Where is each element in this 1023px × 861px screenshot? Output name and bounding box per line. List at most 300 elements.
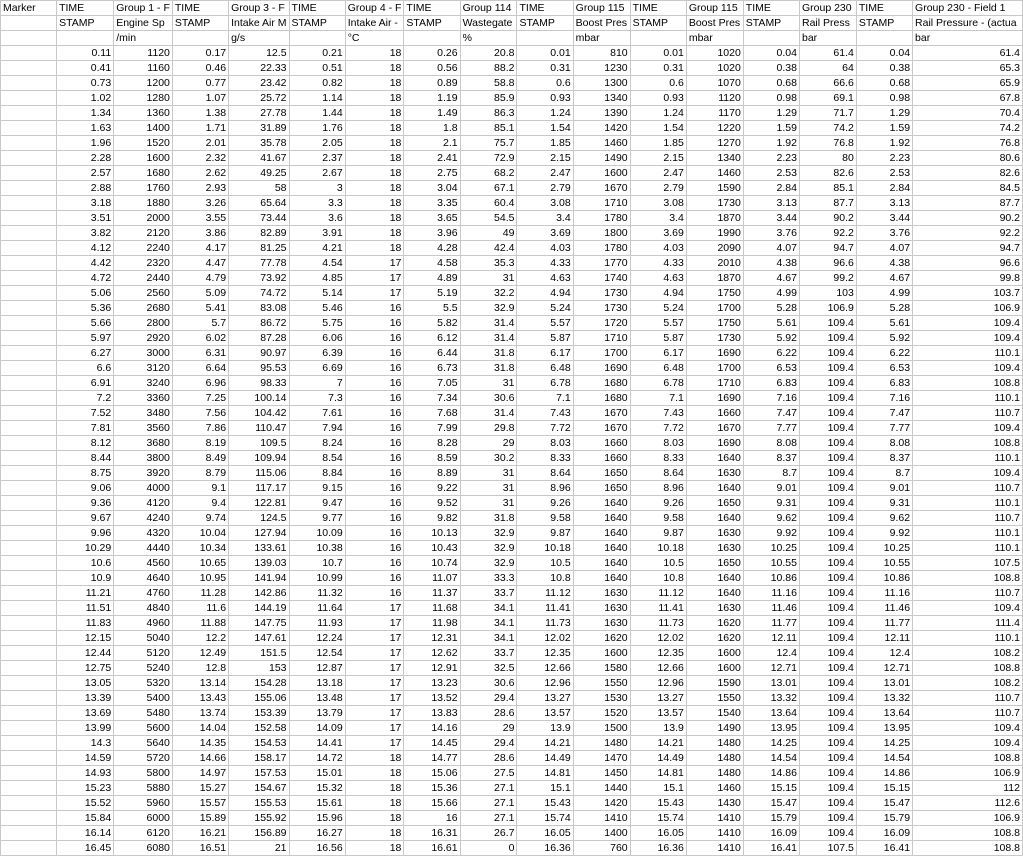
cell[interactable]: 0.31 <box>517 61 573 76</box>
cell[interactable]: 87.7 <box>799 196 856 211</box>
cell[interactable]: 32.2 <box>460 286 517 301</box>
cell[interactable]: 2.67 <box>289 166 345 181</box>
cell[interactable]: 12.35 <box>517 646 573 661</box>
cell[interactable]: 9.36 <box>57 496 114 511</box>
cell[interactable]: 4000 <box>114 481 173 496</box>
cell[interactable]: 11.88 <box>172 616 228 631</box>
cell[interactable]: 1730 <box>573 286 630 301</box>
cell[interactable]: 29 <box>460 721 517 736</box>
header-cell[interactable]: Group 1 - F <box>114 1 173 16</box>
cell[interactable]: 69.1 <box>799 91 856 106</box>
cell[interactable]: 3.6 <box>289 211 345 226</box>
cell[interactable]: 0.6 <box>517 76 573 91</box>
cell[interactable]: 16.05 <box>630 826 686 841</box>
cell[interactable]: 5.06 <box>57 286 114 301</box>
cell[interactable]: 109.4 <box>799 571 856 586</box>
header-cell[interactable]: Group 230 <box>799 1 856 16</box>
cell[interactable]: 20.8 <box>460 46 517 61</box>
cell[interactable]: 15.66 <box>404 796 460 811</box>
cell[interactable]: 108.8 <box>913 841 1023 856</box>
cell[interactable]: 124.5 <box>229 511 289 526</box>
cell[interactable]: 14.16 <box>404 721 460 736</box>
cell[interactable] <box>1 796 57 811</box>
cell[interactable]: 6.12 <box>404 331 460 346</box>
header-cell[interactable]: bar <box>913 31 1023 46</box>
cell[interactable]: 7.47 <box>743 406 799 421</box>
cell[interactable]: 29.4 <box>460 691 517 706</box>
cell[interactable]: 11.98 <box>404 616 460 631</box>
cell[interactable] <box>1 136 57 151</box>
cell[interactable]: 2.93 <box>172 181 228 196</box>
cell[interactable]: 14.86 <box>743 766 799 781</box>
cell[interactable]: 15.06 <box>404 766 460 781</box>
cell[interactable]: 13.01 <box>856 676 912 691</box>
cell[interactable]: 98.33 <box>229 376 289 391</box>
cell[interactable] <box>1 151 57 166</box>
cell[interactable]: 12.87 <box>289 661 345 676</box>
cell[interactable]: 10.25 <box>743 541 799 556</box>
cell[interactable]: 1640 <box>573 526 630 541</box>
cell[interactable]: 17 <box>345 616 404 631</box>
header-cell[interactable]: Group 4 - F <box>345 1 404 16</box>
cell[interactable]: 1730 <box>686 196 743 211</box>
cell[interactable]: 4.94 <box>630 286 686 301</box>
cell[interactable]: 6.53 <box>743 361 799 376</box>
cell[interactable]: 80.6 <box>913 151 1023 166</box>
header-cell[interactable]: mbar <box>686 31 743 46</box>
cell[interactable]: 7.94 <box>289 421 345 436</box>
cell[interactable]: 10.8 <box>630 571 686 586</box>
cell[interactable]: 16.45 <box>57 841 114 856</box>
cell[interactable]: 14.77 <box>404 751 460 766</box>
cell[interactable]: 109.4 <box>799 631 856 646</box>
cell[interactable]: 16.51 <box>172 841 228 856</box>
cell[interactable]: 83.08 <box>229 301 289 316</box>
cell[interactable]: 133.61 <box>229 541 289 556</box>
cell[interactable]: 1690 <box>686 391 743 406</box>
cell[interactable] <box>1 811 57 826</box>
cell[interactable]: 6.78 <box>517 376 573 391</box>
cell[interactable]: 110.1 <box>913 526 1023 541</box>
cell[interactable]: 16.21 <box>172 826 228 841</box>
cell[interactable]: 109.4 <box>913 601 1023 616</box>
cell[interactable]: 1.76 <box>289 121 345 136</box>
cell[interactable]: 2.79 <box>630 181 686 196</box>
cell[interactable] <box>1 301 57 316</box>
cell[interactable]: 1730 <box>573 301 630 316</box>
cell[interactable]: 34.1 <box>460 601 517 616</box>
cell[interactable]: 153 <box>229 661 289 676</box>
cell[interactable]: 8.64 <box>630 466 686 481</box>
cell[interactable]: 31 <box>460 271 517 286</box>
cell[interactable]: 154.67 <box>229 781 289 796</box>
cell[interactable]: 13.95 <box>743 721 799 736</box>
cell[interactable]: 1220 <box>686 121 743 136</box>
cell[interactable]: 6.22 <box>743 346 799 361</box>
cell[interactable]: 1070 <box>686 76 743 91</box>
header-cell[interactable]: Group 115 <box>686 1 743 16</box>
cell[interactable]: 1800 <box>573 226 630 241</box>
cell[interactable] <box>1 526 57 541</box>
cell[interactable]: 1.29 <box>856 106 912 121</box>
cell[interactable]: 4.89 <box>404 271 460 286</box>
cell[interactable]: 96.6 <box>913 256 1023 271</box>
cell[interactable]: 5.14 <box>289 286 345 301</box>
cell[interactable]: 9.47 <box>289 496 345 511</box>
cell[interactable] <box>1 586 57 601</box>
header-cell[interactable]: STAMP <box>289 16 345 31</box>
cell[interactable]: 17 <box>345 256 404 271</box>
cell[interactable]: 5.92 <box>856 331 912 346</box>
cell[interactable]: 1710 <box>573 331 630 346</box>
cell[interactable]: 1460 <box>686 781 743 796</box>
cell[interactable]: 9.31 <box>743 496 799 511</box>
cell[interactable]: 18 <box>345 121 404 136</box>
cell[interactable]: 108.8 <box>913 661 1023 676</box>
cell[interactable]: 11.37 <box>404 586 460 601</box>
cell[interactable]: 6000 <box>114 811 173 826</box>
cell[interactable]: 13.14 <box>172 676 228 691</box>
cell[interactable]: 15.36 <box>404 781 460 796</box>
cell[interactable]: 2.1 <box>404 136 460 151</box>
cell[interactable]: 14.81 <box>517 766 573 781</box>
cell[interactable]: 3.44 <box>743 211 799 226</box>
cell[interactable]: 1640 <box>573 556 630 571</box>
cell[interactable]: 11.73 <box>517 616 573 631</box>
cell[interactable]: 10.38 <box>289 541 345 556</box>
cell[interactable]: 2320 <box>114 256 173 271</box>
cell[interactable] <box>1 256 57 271</box>
cell[interactable]: 58 <box>229 181 289 196</box>
cell[interactable]: 16.61 <box>404 841 460 856</box>
cell[interactable]: 1640 <box>573 511 630 526</box>
cell[interactable]: 18 <box>345 796 404 811</box>
cell[interactable]: 0.93 <box>630 91 686 106</box>
cell[interactable]: 3.69 <box>517 226 573 241</box>
cell[interactable]: 4560 <box>114 556 173 571</box>
cell[interactable]: 1650 <box>686 496 743 511</box>
cell[interactable]: 17 <box>345 631 404 646</box>
cell[interactable]: 7.47 <box>856 406 912 421</box>
cell[interactable]: 18 <box>345 91 404 106</box>
header-cell[interactable]: Intake Air M <box>229 16 289 31</box>
cell[interactable]: 7.56 <box>172 406 228 421</box>
cell[interactable]: 4.85 <box>289 271 345 286</box>
cell[interactable]: 11.16 <box>743 586 799 601</box>
cell[interactable]: 109.4 <box>799 736 856 751</box>
cell[interactable]: 16 <box>345 361 404 376</box>
cell[interactable]: 11.16 <box>856 586 912 601</box>
cell[interactable]: 7.43 <box>630 406 686 421</box>
cell[interactable]: 71.7 <box>799 106 856 121</box>
cell[interactable]: 8.49 <box>172 451 228 466</box>
cell[interactable]: 12.54 <box>289 646 345 661</box>
header-cell[interactable] <box>57 31 114 46</box>
cell[interactable]: 10.99 <box>289 571 345 586</box>
cell[interactable]: 5.87 <box>517 331 573 346</box>
cell[interactable]: 9.06 <box>57 481 114 496</box>
cell[interactable]: 1730 <box>686 331 743 346</box>
cell[interactable]: 30.2 <box>460 451 517 466</box>
cell[interactable]: 6.22 <box>856 346 912 361</box>
cell[interactable]: 1480 <box>686 751 743 766</box>
cell[interactable]: 31.4 <box>460 406 517 421</box>
cell[interactable]: 3.96 <box>404 226 460 241</box>
cell[interactable]: 109.4 <box>799 751 856 766</box>
cell[interactable]: 14.3 <box>57 736 114 751</box>
cell[interactable] <box>1 841 57 856</box>
cell[interactable]: 15.15 <box>856 781 912 796</box>
cell[interactable]: 3.08 <box>630 196 686 211</box>
cell[interactable]: 1600 <box>573 646 630 661</box>
cell[interactable]: 10.86 <box>743 571 799 586</box>
cell[interactable]: 13.9 <box>517 721 573 736</box>
cell[interactable]: 12.11 <box>856 631 912 646</box>
cell[interactable]: 1500 <box>573 721 630 736</box>
cell[interactable]: 5.24 <box>630 301 686 316</box>
header-cell[interactable]: °C <box>345 31 404 46</box>
cell[interactable]: 2010 <box>686 256 743 271</box>
cell[interactable]: 109.4 <box>799 691 856 706</box>
cell[interactable]: 1880 <box>114 196 173 211</box>
cell[interactable]: 4.99 <box>743 286 799 301</box>
cell[interactable]: 8.7 <box>743 466 799 481</box>
cell[interactable]: 109.4 <box>799 451 856 466</box>
cell[interactable]: 109.4 <box>799 316 856 331</box>
cell[interactable]: 8.96 <box>630 481 686 496</box>
cell[interactable]: 1.59 <box>743 121 799 136</box>
cell[interactable]: 9.77 <box>289 511 345 526</box>
cell[interactable]: 1690 <box>686 436 743 451</box>
cell[interactable]: 106.9 <box>913 766 1023 781</box>
cell[interactable]: 127.94 <box>229 526 289 541</box>
cell[interactable]: 1420 <box>573 121 630 136</box>
cell[interactable]: 12.2 <box>172 631 228 646</box>
cell[interactable]: 8.84 <box>289 466 345 481</box>
cell[interactable]: 3.26 <box>172 196 228 211</box>
cell[interactable]: 16 <box>345 511 404 526</box>
cell[interactable]: 15.15 <box>743 781 799 796</box>
cell[interactable]: 1630 <box>573 586 630 601</box>
cell[interactable]: 22.33 <box>229 61 289 76</box>
cell[interactable]: 109.4 <box>799 331 856 346</box>
cell[interactable]: 80 <box>799 151 856 166</box>
cell[interactable]: 13.39 <box>57 691 114 706</box>
cell[interactable]: 5400 <box>114 691 173 706</box>
cell[interactable]: 15.74 <box>517 811 573 826</box>
cell[interactable]: 16.14 <box>57 826 114 841</box>
cell[interactable]: 1020 <box>686 61 743 76</box>
header-cell[interactable] <box>172 31 228 46</box>
cell[interactable]: 1480 <box>686 766 743 781</box>
cell[interactable]: 60.4 <box>460 196 517 211</box>
cell[interactable]: 49 <box>460 226 517 241</box>
cell[interactable]: 5960 <box>114 796 173 811</box>
cell[interactable]: 94.7 <box>913 241 1023 256</box>
cell[interactable]: 12.15 <box>57 631 114 646</box>
cell[interactable] <box>1 166 57 181</box>
cell[interactable]: 12.66 <box>517 661 573 676</box>
cell[interactable]: 1.34 <box>57 106 114 121</box>
cell[interactable]: 1.85 <box>630 136 686 151</box>
cell[interactable]: 3.4 <box>517 211 573 226</box>
cell[interactable]: 110.1 <box>913 451 1023 466</box>
cell[interactable]: 4.38 <box>743 256 799 271</box>
cell[interactable]: 153.39 <box>229 706 289 721</box>
cell[interactable]: 2440 <box>114 271 173 286</box>
cell[interactable]: 15.84 <box>57 811 114 826</box>
cell[interactable]: 64 <box>799 61 856 76</box>
cell[interactable]: 6.06 <box>289 331 345 346</box>
cell[interactable]: 3.13 <box>856 196 912 211</box>
cell[interactable]: 49.25 <box>229 166 289 181</box>
cell[interactable]: 8.33 <box>517 451 573 466</box>
cell[interactable]: 154.28 <box>229 676 289 691</box>
cell[interactable]: 109.4 <box>799 496 856 511</box>
cell[interactable]: 0.38 <box>856 61 912 76</box>
cell[interactable] <box>1 421 57 436</box>
cell[interactable]: 15.47 <box>743 796 799 811</box>
cell[interactable]: 14.25 <box>856 736 912 751</box>
cell[interactable]: 0.6 <box>630 76 686 91</box>
cell[interactable]: 16.31 <box>404 826 460 841</box>
header-cell[interactable]: Group 115 <box>573 1 630 16</box>
cell[interactable]: 16 <box>345 391 404 406</box>
cell[interactable]: 14.54 <box>743 751 799 766</box>
cell[interactable]: 10.43 <box>404 541 460 556</box>
cell[interactable]: 7.05 <box>404 376 460 391</box>
cell[interactable]: 2.84 <box>743 181 799 196</box>
cell[interactable]: 5120 <box>114 646 173 661</box>
cell[interactable]: 1.19 <box>404 91 460 106</box>
cell[interactable]: 15.47 <box>856 796 912 811</box>
cell[interactable]: 12.96 <box>517 676 573 691</box>
cell[interactable]: 12.02 <box>630 631 686 646</box>
cell[interactable]: 0.73 <box>57 76 114 91</box>
cell[interactable]: 104.42 <box>229 406 289 421</box>
cell[interactable]: 110.7 <box>913 706 1023 721</box>
cell[interactable]: 16.09 <box>743 826 799 841</box>
cell[interactable]: 1630 <box>686 526 743 541</box>
cell[interactable]: 0.41 <box>57 61 114 76</box>
cell[interactable]: 5.19 <box>404 286 460 301</box>
cell[interactable]: 9.4 <box>172 496 228 511</box>
cell[interactable]: 4.67 <box>856 271 912 286</box>
cell[interactable]: 33.7 <box>460 586 517 601</box>
cell[interactable] <box>1 616 57 631</box>
cell[interactable]: 14.21 <box>517 736 573 751</box>
cell[interactable]: 5.87 <box>630 331 686 346</box>
cell[interactable]: 1750 <box>686 286 743 301</box>
header-cell[interactable]: Group 230 - Field 1 <box>913 1 1023 16</box>
cell[interactable]: 30.6 <box>460 391 517 406</box>
cell[interactable]: 32.5 <box>460 661 517 676</box>
cell[interactable]: 16.41 <box>856 841 912 856</box>
cell[interactable]: 15.61 <box>289 796 345 811</box>
cell[interactable] <box>1 46 57 61</box>
cell[interactable]: 31.8 <box>460 511 517 526</box>
cell[interactable]: 9.62 <box>856 511 912 526</box>
cell[interactable]: 109.4 <box>799 436 856 451</box>
cell[interactable]: 7.25 <box>172 391 228 406</box>
cell[interactable]: 109.4 <box>799 391 856 406</box>
cell[interactable]: 109.4 <box>799 796 856 811</box>
cell[interactable]: 85.1 <box>799 181 856 196</box>
cell[interactable]: 34.1 <box>460 631 517 646</box>
cell[interactable]: 5.92 <box>743 331 799 346</box>
cell[interactable]: 6.83 <box>856 376 912 391</box>
cell[interactable]: 110.1 <box>913 541 1023 556</box>
cell[interactable]: 1120 <box>686 91 743 106</box>
header-cell[interactable] <box>630 31 686 46</box>
cell[interactable]: 8.75 <box>57 466 114 481</box>
cell[interactable]: 0.11 <box>57 46 114 61</box>
cell[interactable]: 18 <box>345 106 404 121</box>
cell[interactable]: 3.69 <box>630 226 686 241</box>
cell[interactable]: 4.54 <box>289 256 345 271</box>
cell[interactable]: 11.83 <box>57 616 114 631</box>
cell[interactable]: 18 <box>345 196 404 211</box>
cell[interactable]: 109.4 <box>799 481 856 496</box>
cell[interactable]: 1450 <box>573 766 630 781</box>
cell[interactable]: 18 <box>345 826 404 841</box>
cell[interactable]: 10.18 <box>630 541 686 556</box>
cell[interactable]: 6.69 <box>289 361 345 376</box>
cell[interactable]: 109.4 <box>913 361 1023 376</box>
cell[interactable]: 4640 <box>114 571 173 586</box>
cell[interactable]: 5.09 <box>172 286 228 301</box>
cell[interactable]: 8.37 <box>856 451 912 466</box>
cell[interactable]: 13.27 <box>517 691 573 706</box>
cell[interactable]: 2.05 <box>289 136 345 151</box>
cell[interactable]: 61.4 <box>913 46 1023 61</box>
cell[interactable]: 28.6 <box>460 751 517 766</box>
cell[interactable]: 18 <box>345 136 404 151</box>
cell[interactable]: 4120 <box>114 496 173 511</box>
cell[interactable]: 7.86 <box>172 421 228 436</box>
cell[interactable] <box>1 751 57 766</box>
cell[interactable]: 1490 <box>573 151 630 166</box>
cell[interactable]: 2.15 <box>517 151 573 166</box>
cell[interactable]: 1630 <box>686 601 743 616</box>
cell[interactable]: 3120 <box>114 361 173 376</box>
cell[interactable]: 115.06 <box>229 466 289 481</box>
cell[interactable]: 7.72 <box>517 421 573 436</box>
cell[interactable]: 16 <box>345 331 404 346</box>
cell[interactable]: 112.6 <box>913 796 1023 811</box>
cell[interactable]: 16 <box>345 406 404 421</box>
cell[interactable]: 1.24 <box>630 106 686 121</box>
cell[interactable]: 7.16 <box>743 391 799 406</box>
cell[interactable]: 88.2 <box>460 61 517 76</box>
cell[interactable] <box>1 361 57 376</box>
cell[interactable]: 3000 <box>114 346 173 361</box>
cell[interactable]: 18 <box>345 61 404 76</box>
cell[interactable]: 8.08 <box>856 436 912 451</box>
header-cell[interactable]: Boost Pres <box>686 16 743 31</box>
cell[interactable]: 14.25 <box>743 736 799 751</box>
cell[interactable]: 15.96 <box>289 811 345 826</box>
cell[interactable]: 8.44 <box>57 451 114 466</box>
cell[interactable]: 3.82 <box>57 226 114 241</box>
cell[interactable]: 4.07 <box>743 241 799 256</box>
cell[interactable]: 92.2 <box>913 226 1023 241</box>
cell[interactable]: 1600 <box>573 166 630 181</box>
cell[interactable]: 1520 <box>573 706 630 721</box>
cell[interactable]: 157.53 <box>229 766 289 781</box>
cell[interactable]: 9.31 <box>856 496 912 511</box>
cell[interactable]: 110.7 <box>913 511 1023 526</box>
